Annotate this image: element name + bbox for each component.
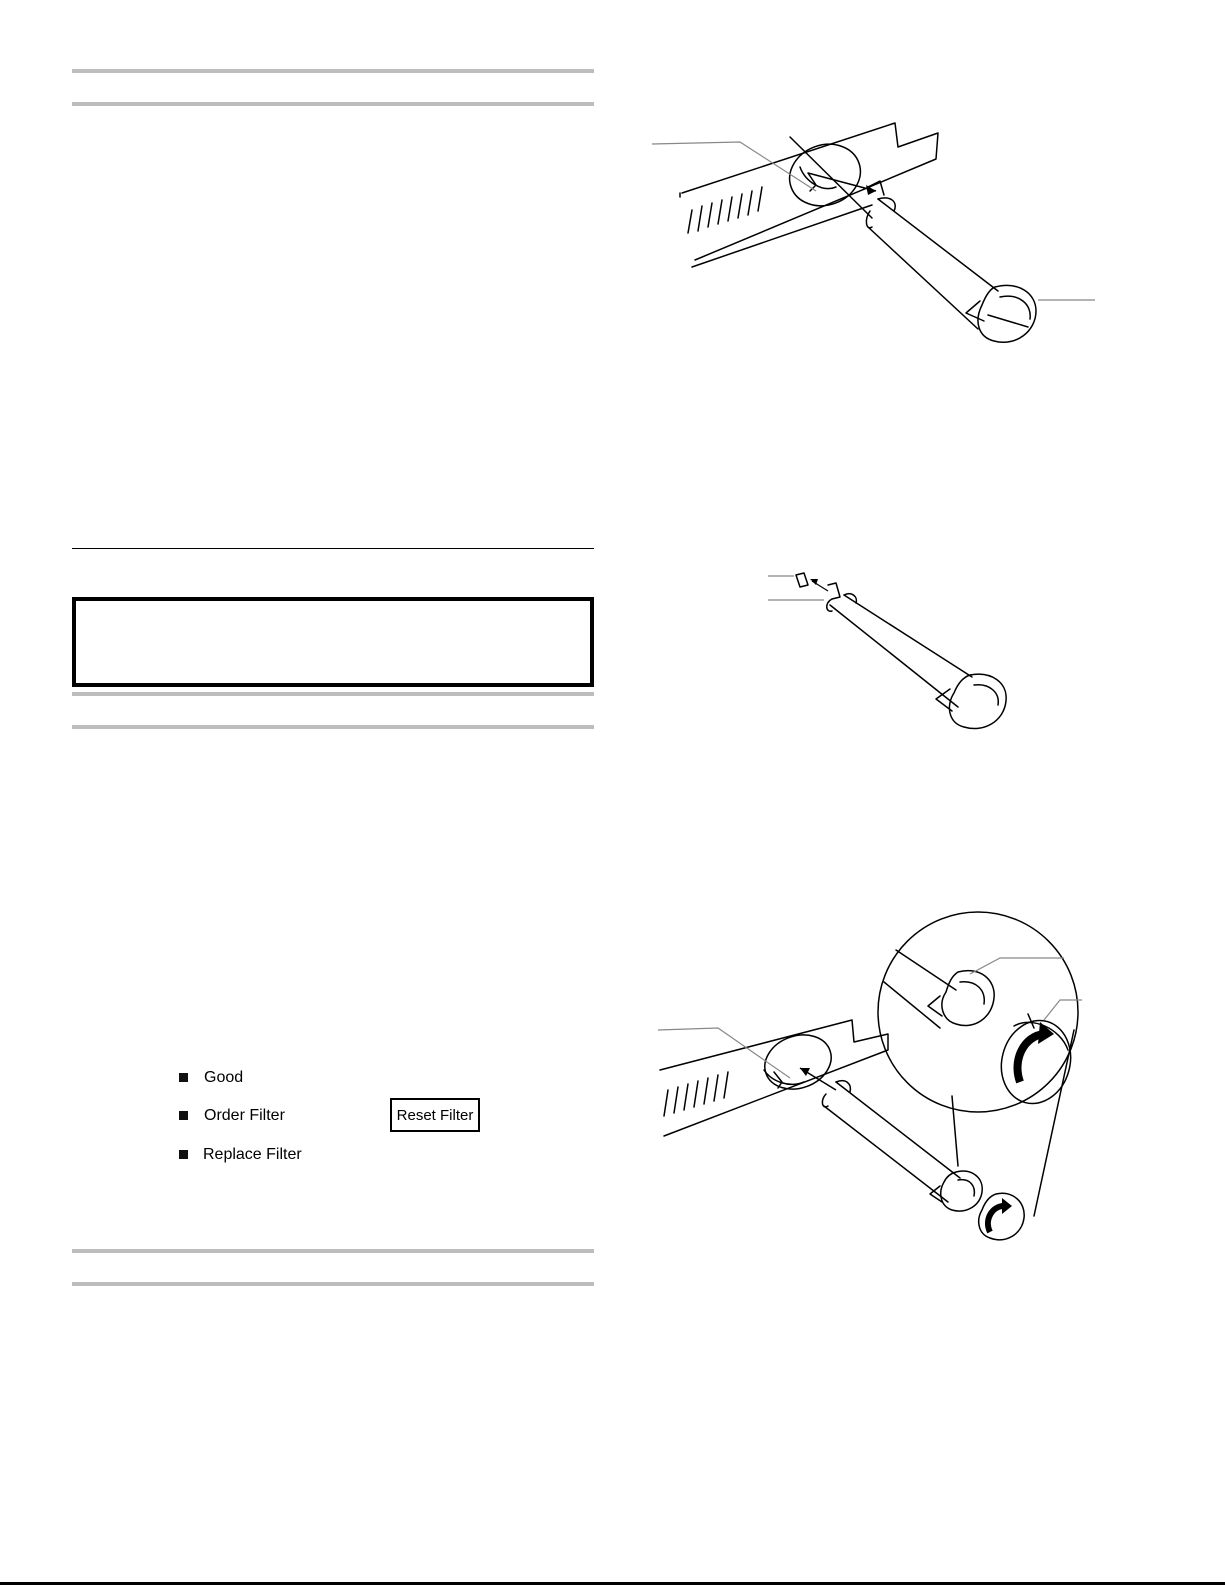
filter-cap-illustration (760, 565, 1030, 745)
status-bullet-icon (179, 1073, 188, 1082)
status-label-good: Good (204, 1069, 244, 1086)
filter-install-illustration-2 (640, 910, 1120, 1250)
section-divider (72, 548, 594, 549)
section-rule-bottom-1 (72, 1249, 594, 1253)
section-rule-mid-1 (72, 692, 594, 696)
section-rule-top-1 (72, 69, 594, 73)
section-rule-top-2 (72, 102, 594, 106)
status-label-replace-filter: Replace Filter (203, 1146, 302, 1163)
section-rule-mid-2 (72, 725, 594, 729)
filter-install-illustration-1 (640, 115, 1110, 355)
status-bullet-icon (179, 1150, 188, 1159)
section-rule-bottom-2 (72, 1282, 594, 1286)
status-label-order-filter: Order Filter (204, 1107, 285, 1124)
reset-filter-button[interactable]: Reset Filter (390, 1098, 480, 1132)
status-bullet-icon (179, 1111, 188, 1120)
warning-box (72, 597, 594, 687)
